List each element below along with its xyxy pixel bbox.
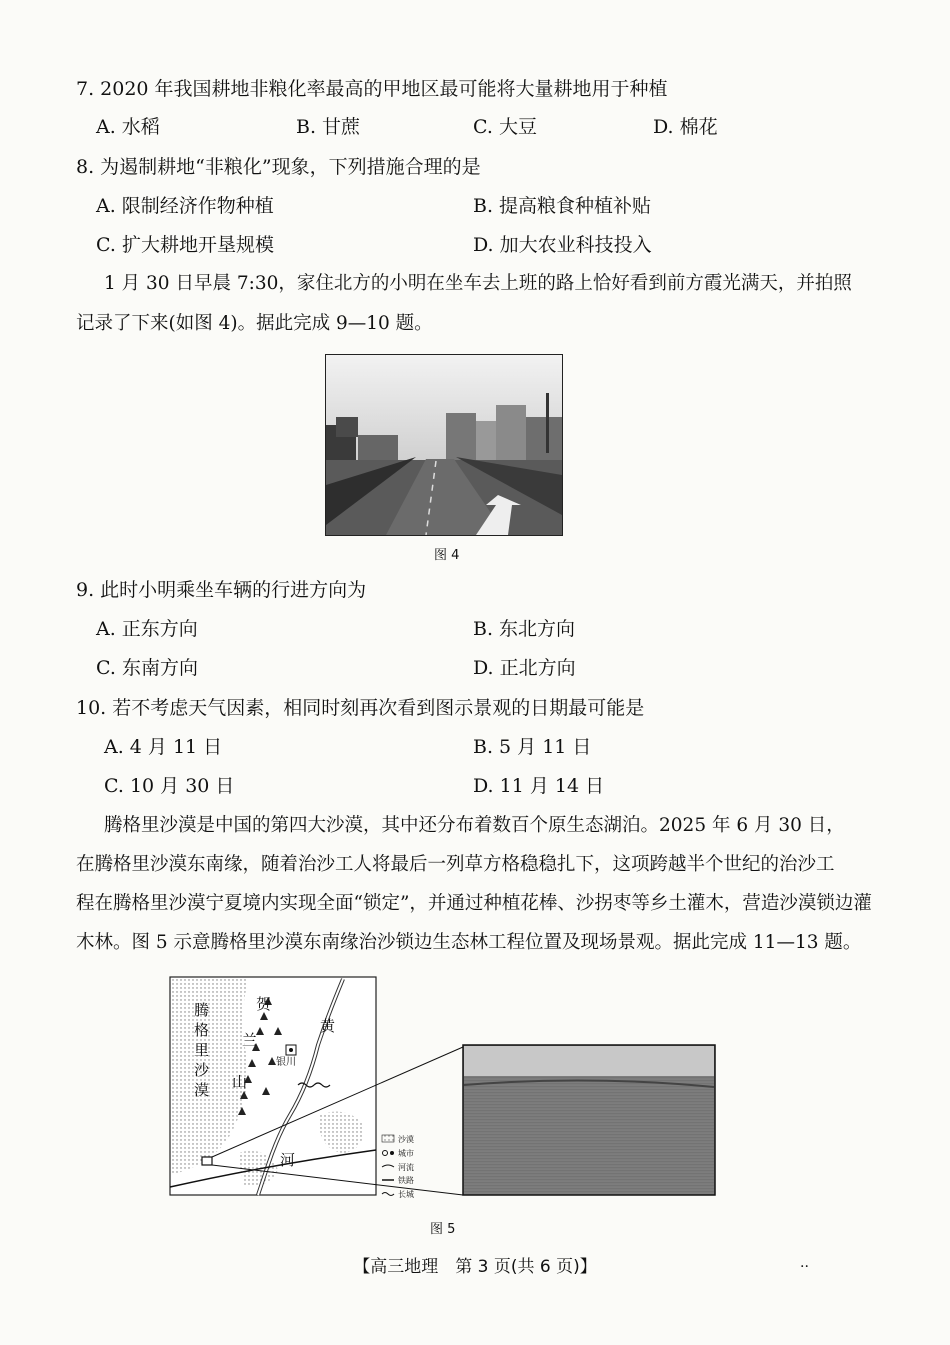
mountain-label-3: 山 (232, 1073, 248, 1091)
page-footer: 【高三地理 第 3 页(共 6 页)】 (353, 1257, 597, 1277)
q8-option-a: A. 限制经济作物种植 (96, 195, 274, 217)
q9-option-c: C. 东南方向 (96, 657, 198, 679)
svg-text:河流: 河流 (398, 1163, 414, 1172)
footer-dots: .. (800, 1255, 809, 1271)
svg-text:沙漠: 沙漠 (398, 1135, 414, 1144)
q7-option-a: A. 水稻 (96, 116, 160, 138)
question-10-stem: 10. 若不考虑天气因素，相同时刻再次看到图示景观的日期最可能是 (76, 697, 645, 719)
q8-option-d: D. 加大农业科技投入 (473, 234, 652, 256)
figure-4-photo (325, 354, 563, 536)
road-scene-image (326, 355, 562, 535)
desert-label-2: 格 (194, 1021, 210, 1039)
mountain-label-1: 贺 (256, 995, 272, 1013)
desert-label-4: 沙 (194, 1061, 210, 1079)
svg-text:长城: 长城 (398, 1190, 414, 1199)
figure-5-map (168, 975, 718, 1203)
passage-2-line-1: 腾格里沙漠是中国的第四大沙漠，其中还分布着数百个原生态湖泊。2025 年 6 月 30 日， (104, 815, 845, 836)
passage-1-line-1: 1 月 30 日早晨 7:30，家住北方的小明在坐车去上班的路上恰好看到前方霞光满天，并拍照 (104, 273, 852, 294)
q7-option-d: D. 棉花 (653, 116, 718, 138)
question-8-stem: 8. 为遏制耕地“非粮化”现象，下列措施合理的是 (76, 156, 481, 178)
q10-option-c: C. 10 月 30 日 (104, 775, 235, 797)
q7-option-c: C. 大豆 (473, 116, 537, 138)
desert-label-5: 漠 (194, 1081, 210, 1099)
q10-option-b: B. 5 月 11 日 (473, 736, 592, 758)
q10-option-d: D. 11 月 14 日 (473, 775, 605, 797)
figure-4-caption: 图 4 (434, 548, 460, 563)
passage-2-line-4: 木林。图 5 示意腾格里沙漠东南缘治沙锁边生态林工程位置及现场景观。据此完成 11—13 题。 (76, 932, 862, 953)
figure-5-caption: 图 5 (430, 1222, 456, 1237)
svg-text:铁路: 铁路 (398, 1176, 414, 1185)
q10-option-a: A. 4 月 11 日 (104, 736, 223, 758)
q9-option-d: D. 正北方向 (473, 657, 576, 679)
city-label: 银川 (276, 1057, 296, 1068)
figure-5 (168, 975, 718, 1203)
map-legend (382, 1134, 414, 1199)
mountain-label-2: 兰 (242, 1031, 258, 1049)
question-7-stem: 7. 2020 年我国耕地非粮化率最高的甲地区最可能将大量耕地用于种植 (76, 78, 668, 100)
q9-option-b: B. 东北方向 (473, 618, 576, 640)
q7-option-b: B. 甘蔗 (296, 116, 361, 138)
river-label-2: 河 (280, 1151, 296, 1169)
passage-2-line-2: 在腾格里沙漠东南缘，随着治沙工人将最后一列草方格稳稳扎下，这项跨越半个世纪的治沙工 (76, 854, 835, 875)
desert-label-1: 腾 (194, 1001, 210, 1019)
river-label-1: 黄 (320, 1017, 336, 1035)
passage-2-line-3: 程在腾格里沙漠宁夏境内实现全面“锁定”，并通过种植花棒、沙拐枣等乡土灌木，营造沙漠锁边灌 (76, 893, 872, 914)
svg-text:城市: 城市 (398, 1149, 414, 1158)
question-9-stem: 9. 此时小明乘坐车辆的行进方向为 (76, 579, 367, 601)
q9-option-a: A. 正东方向 (96, 618, 198, 640)
passage-1-line-2: 记录了下来(如图 4)。据此完成 9—10 题。 (76, 313, 433, 334)
q8-option-c: C. 扩大耕地开垦规模 (96, 234, 274, 256)
desert-label-3: 里 (194, 1041, 210, 1059)
q8-option-b: B. 提高粮食种植补贴 (473, 195, 652, 217)
site-marker (202, 1157, 212, 1165)
